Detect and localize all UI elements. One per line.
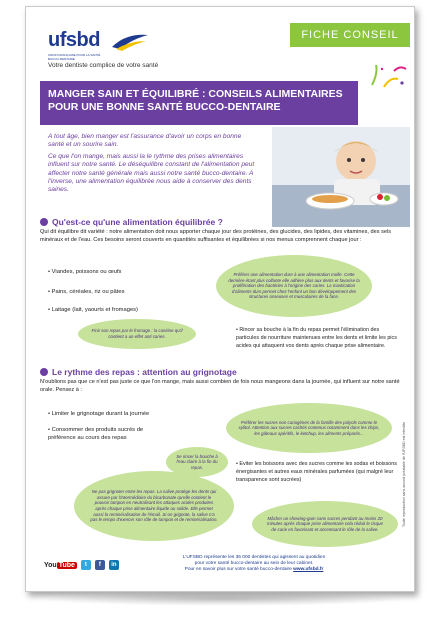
facebook-icon[interactable]: f [95,560,105,570]
tip-bubble-chewing-gum: Mâcher un chewing-gum sans sucres pendant au moins 20 minutes après chaque prise alimentaire cela réduit le risque de carie en favorisant et accentuant le rôle de la salive. [252,501,398,547]
ufsbd-website-link[interactable]: www.ufsbd.fr [293,567,324,573]
tip-bubble-rinse: Se rincer la bouche à l'eau claire à la fin du repas. [166,447,228,477]
section-1-heading-text: Qu'est-ce qu'une alimentation équilibrée ? [52,217,223,227]
title-line-2: POUR UNE BONNE SANTÉ BUCCO-DENTAIRE [48,101,281,113]
list-item: • Viandes, poissons ou œufs [48,269,121,275]
footer [144,555,364,574]
section-bullet-icon [40,218,48,226]
child-eating-photo [272,127,410,227]
logo-text: ufsbd [48,29,100,51]
logo-subtitle: UNION FRANÇAISE POUR LA SANTÉ BUCCO-DENTAIRE [48,53,101,61]
twitter-icon[interactable]: t [81,560,91,570]
intro-text [48,133,258,195]
tip-bubble-snacking: Ne pas grignoter entre les repas. La salive protège les dents qui assure par l'intermédiaire du bicarbonate qu'elle contient le pouvoir tampon en neutralisant les attaques acides produites après chaque prise alimentaire liquide ou solide. Elle permet aussi la reminéralisation de l'émail. Si on grignote, la salive n'a pas le temps d'exercer son rôle de tampon et de reminéralisation. [74,471,234,541]
page-shadow [40,592,410,606]
tip-bubble-hard-food: Préférer une alimentation dure à une alimentation molle. Cette dernière étant plus collante elle adhère plus aux dents et favorise la prolifération des bactéries à l'origine des caries. La mastication d'aliments durs permet chez l'enfant un bon développement des structures osseuses et musculaires de la face. [216,255,372,317]
youtube-tube-text: Tube [58,561,75,569]
footer-line-3-text: Pour en savoir plus sur votre santé bucco-dentaire [184,567,292,573]
section-2-heading-text: Le rythme des repas : attention au grignotage [52,367,237,377]
title-line-1: MANGER SAIN ET ÉQUILIBRÉ : CONSEILS ALIMENTAIRES [48,88,343,100]
drinks-advice: • Eviter les boissons avec des sucres comme les sodas et boissons énergisantes et autres eaux minérales parfumées (qui malgré leur transparence sont sucrées) [236,461,397,483]
youtube-link[interactable] [44,562,77,569]
tip-bubble-sugar: Préférer les sucres non cariogènes de la famille des polyols comme le xylitol. Attention aux sucres cachés contenus notamment dans les chips, les gâteaux apéritifs, le ketchup, les aliments préparés... [226,403,392,453]
section-1-heading [40,217,223,227]
confetti-decoration-icon [368,61,408,91]
section-2-paragraph: N'oublions pas que ce n'est pas juste ce que l'on mange, mais aussi combien de fois nous mangeons dans la journée, qui influent sur notre santé orale. Pensez à : [40,379,400,393]
tip-bubble-cheese: Finir son repas par le fromage : la caséine qu'il contient a un effet anti caries. [78,319,196,349]
footer-line-3 [144,567,364,573]
rinse-advice: • Rincer sa bouche à la fin du repas permet l'élimination des particules de nourriture maintenues entre les dents et limite les pics acides qui attaquent vos dents après chaque prise alimentaire. [236,327,397,349]
fiche-conseil-document [25,6,415,592]
list-item: • Laitage (lait, yaourts et fromages) [48,307,138,313]
drinks-advice-text: Eviter les boissons avec des sucres comme les sodas et boissons énergisantes et autres eaux minérales parfumées (qui malgré leur transparence sont sucrées) [236,461,397,483]
list-item: • Pains, céréales, riz ou pâtes [48,289,124,295]
title-band [40,81,358,125]
linkedin-icon[interactable]: in [109,560,119,570]
social-links [44,560,119,570]
intro-paragraph-1: A tout âge, bien manger est l'assurance d'avoir un corps en bonne santé et un sourire sain. [48,133,242,149]
section-bullet-icon [40,368,48,376]
footer-line-2: pour votre santé bucco-dentaire au sein de leur cabinet. [194,561,314,567]
footer-line-1: L'UFSBD représente les 36 000 dentistes qui agissent au quotidien [182,555,326,560]
reproduction-side-note: Toute reproduction sans accord préalable de l'UFSBD est interdite [402,421,406,527]
section-2-heading [40,367,237,377]
youtube-text: You [44,561,57,569]
logo-swoosh-icon [110,31,150,53]
list-item: • Limiter le grignotage durant la journée [48,411,149,417]
fiche-conseil-tab: FICHE CONSEIL [290,23,410,47]
ufsbd-logo [48,29,158,59]
section-1-paragraph: Qui dit équilibre dit variété : notre alimentation doit nous apporter chaque jour des protéines, des glucides, des lipides, des vitamines, des sels minéraux et de l'eau. Ces besoins seront couverts en quantités suffisantes et équilibrées si nos menus comprennent chaque jour : [40,229,392,243]
intro-paragraph-2: Ce que l'on mange, mais aussi la le rythme des prises alimentaires influent sur notre santé. Le déséquilibre constant de l'alimentation peut affecter notre santé générale mais aussi notre santé bucco-dentaire. A l'inverse, une alimentation équilibrée nous aide à conserver des dents saines. [48,152,255,194]
rinse-advice-text: Rincer sa bouche à la fin du repas permet l'élimination des particules de nourriture maintenues entre les dents et limite les pics acides qui attaquent vos dents après chaque prise alimentaire. [236,327,397,349]
tagline: Votre dentiste complice de votre santé [48,62,159,69]
list-item: • Consommer des produits sucrés de préférence au cours des repas [48,427,168,442]
